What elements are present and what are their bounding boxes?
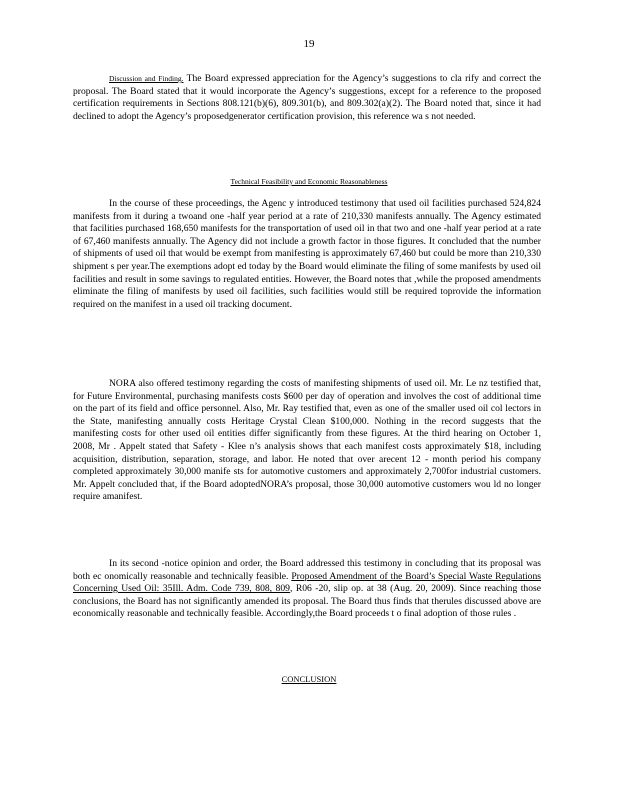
page-number: 19 <box>303 38 315 50</box>
conclusion-heading: CONCLUSION <box>281 674 337 684</box>
technical-feasibility-heading: Technical Feasibility and Economic Reasonableness <box>230 177 388 186</box>
discussion-paragraph <box>73 73 541 123</box>
board-finding-paragraph <box>73 558 541 621</box>
nora-testimony-text: NORA also offered testimony regarding the costs of manifesting shipments of used oil. Mr. Le nz testified that, for Future Environmental, purchasing manifests costs $600 per day of operation and involves the cost of additional time on the part of its field and office personnel. Also, Mr. Ray testified that, even as one of the smaller used oil col lectors in the State, manifesting annually costs Heritage Crystal Clean $100,000. Nothing in the record suggests that the manifesting costs for other used oil entities differ significantly from these figures. At the third hearing on October 1, 2008, Mr . Appelt stated that Safety - Klee n’s analysis shows that each manifest costs approximately $18, including acquisition, distribution, separation, storage, and labor. He noted that over arecent 12 - month period his company completed approximately 30,000 manife sts for automotive customers and approximately 2,700for industrial customers. Mr. Appelt concluded that, if the Board adoptedNORA’s proposal, those 30,000 automotive customers wou ld no longer require amanifest. <box>73 378 541 503</box>
discussion-heading: Discussion and Finding. <box>109 74 184 83</box>
board-finding-text-end: , R06 -20, slip op. at 38 (Aug. 20, 2009). Since reaching those conclusions, the Board has not significantly amended its proposal. The Board thus finds that therules discussed above are economically reasonable and technically feasible. Accordingly,the Board proceeds t o final adoption of those rules . <box>73 583 541 620</box>
discussion-text: The Board expressed appreciation for the Agency’s suggestions to cla rify and correct the proposal. The Board stated that it would incorporate the Agency’s suggestions, except for a reference to the proposed certification requirements in Sections 808.121(b)(6), 809.301(b), and 809.302(a)(2). The Board noted that, since it had declined to adopt the Agency’s proposedgenerator certification provision, this reference wa s not needed. <box>73 73 541 122</box>
nora-testimony-paragraph <box>73 378 541 504</box>
agency-testimony-paragraph <box>73 198 541 311</box>
agency-testimony-text: In the course of these proceedings, the Agenc y introduced testimony that used oil facilities purchased 524,824 manifests from it during a twoand one -half year period at a rate of 210,330 manifests annually. The Agency estimated that facilities purchased 168,650 manifests for the transportation of used oil in that two and one -half year period at a rate of 67,460 manifests annually. The Agency did not include a growth factor in those figures. It concluded that the number of shipments of used oil that would be exempt from manifesting is approximately 67,460 but could be more than 210,330 shipment s per year.The exemptions adopt ed today by the Board would eliminate the filing of some manifests by used oil facilities and result in some savings to regulated entities. However, the Board notes that ,while the proposed amendments eliminate the filing of manifests by used oil facilities, such facilities would still be required toprovide the information required on the manifest in a used oil tracking document. <box>73 198 541 310</box>
case-citation: Proposed Amendment of the Board’s Special Waste Regulations Concerning Used Oil: 35Ill. Adm. Code 739, 808, 809 <box>73 570 541 595</box>
board-finding-text-start: In its second -notice opinion and order, the Board addressed this testimony in concluding that its proposal was both ec onomically reasonable and technically feasible. <box>73 558 541 582</box>
